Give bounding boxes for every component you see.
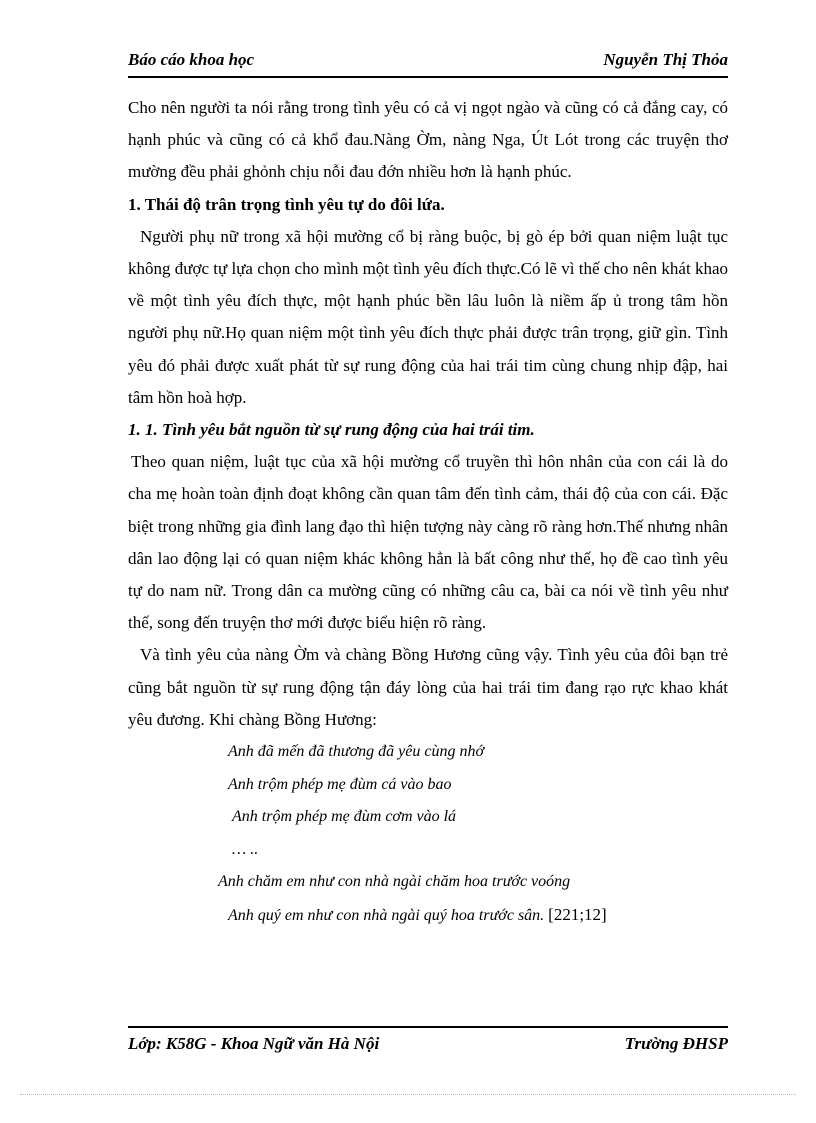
footer-school: Trường ĐHSP (624, 1034, 728, 1053)
citation: [221;12] (548, 905, 607, 925)
document-body (128, 92, 728, 933)
poem-line: Anh trộm phép mẹ đùm cơm vào lá (232, 808, 457, 826)
header-title: Báo cáo khoa học (128, 50, 255, 69)
paragraph-2: Người phụ nữ trong xã hội mường cổ bị ràng buộc, bị gò ép bởi quan niệm luật tục không được tự lựa chọn cho mình một tình yêu đích thực.Có lẽ vì thế cho nên khát khao về một tình yêu đích thực, một hạnh phúc bền lâu luôn là niềm ấp ủ trong tâm hồn người phụ nữ.Họ quan niệm một tình yêu đích thực phải được trân trọng, giữ gìn. Tình yêu đó phải được xuất phát từ sự rung động của hai trái tim cùng chung nhịp đập, hai tâm hồn hoà hợp. (128, 226, 728, 407)
page-header (128, 50, 728, 78)
poem-line-text: Anh quý em như con nhà ngài quý hoa trước sân. (228, 907, 545, 925)
page-bottom-divider (20, 1094, 796, 1095)
footer-class-info: Lớp: K58G - Khoa Ngữ văn Hà Nội (128, 1034, 380, 1053)
section-heading-1: 1. Thái độ trân trọng tình yêu tự do đôi lứa. (128, 194, 445, 214)
poem-line-last (128, 899, 728, 933)
poem-excerpt (128, 736, 728, 933)
subsection-heading-1-1: 1. 1. Tình yêu bắt nguồn từ sự rung động của hai trái tim. (128, 420, 535, 440)
page-footer (128, 1026, 728, 1053)
header-author: Nguyễn Thị Thỏa (603, 50, 728, 69)
poem-line: Anh đã mến đã thương đã yêu cùng nhớ (228, 743, 484, 761)
paragraph-4: Và tình yêu của nàng Ờm và chàng Bồng Hương cũng vậy. Tình yêu của đôi bạn trẻ cũng bắt nguồn từ sự rung động tận đáy lòng của hai trái tim đang rạo rực khao khát yêu đương. Khi chàng Bồng Hương: (128, 645, 728, 729)
poem-ellipsis: … .. (232, 840, 259, 858)
paragraph-3: Theo quan niệm, luật tục của xã hội mường cổ truyền thì hôn nhân của con cái là do cha mẹ hoàn toàn định đoạt không cần quan tâm đến tình cảm, thái độ của con cái. Đặc biệt trong những gia đình lang đạo thì hiện tượng này càng rõ ràng hơn.Thế nhưng nhân dân lao động lại có quan niệm khác không hẳn là bất công như thế, họ đề cao tình yêu tự do nam nữ. Trong dân ca mường cũng có những câu ca, bài ca nói về tình yêu như thế, song đến truyện thơ mới được biểu hiện rõ ràng. (128, 452, 728, 633)
paragraph-1: Cho nên người ta nói rằng trong tình yêu có cả vị ngọt ngào và cũng có cả đắng cay, có hạnh phúc và cũng có cả khổ đau.Nàng Ờm, nàng Nga, Út Lót trong các truyện thơ mường đều phải ghỏnh chịu nỗi đau đớn nhiều hơn là hạnh phúc. (128, 98, 728, 182)
poem-line: Anh trộm phép mẹ đùm cá vào bao (228, 775, 452, 793)
poem-line: Anh chăm em như con nhà ngài chăm hoa trước voóng (218, 873, 571, 891)
